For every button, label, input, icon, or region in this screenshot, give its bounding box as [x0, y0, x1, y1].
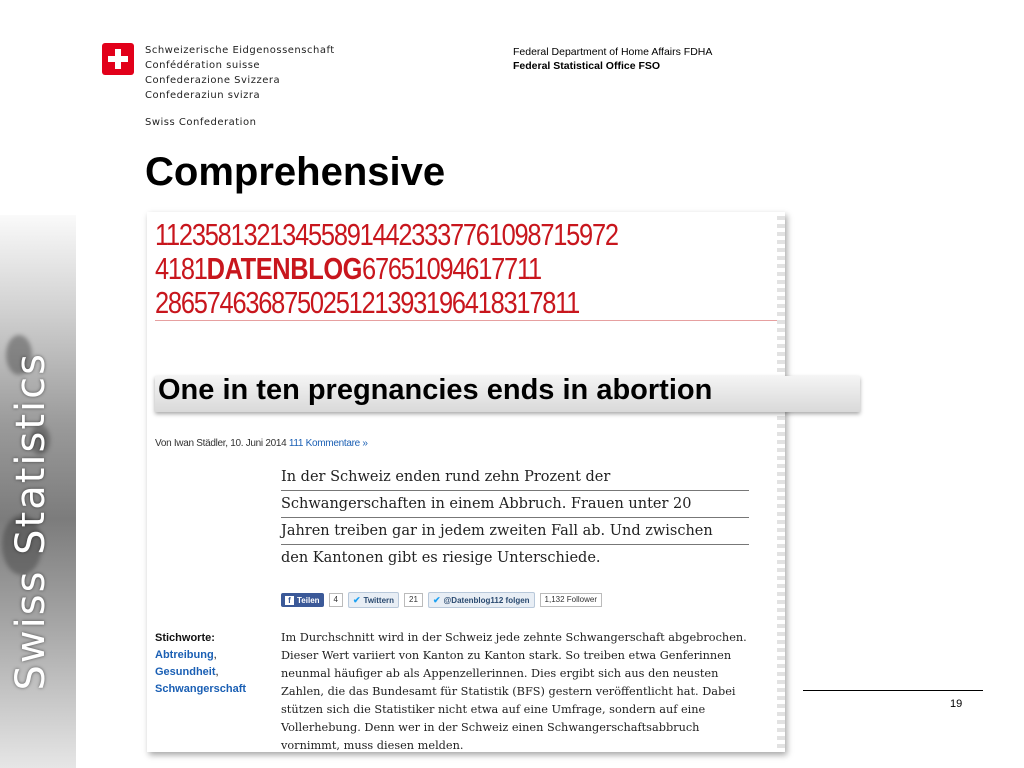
body-line: vornimmt, muss diesen melden. [281, 739, 464, 752]
twitter-follow-label: @Datenblog112 folgen [443, 595, 530, 605]
datenblog-logo: DATENBLOG [206, 251, 363, 286]
vertical-brand: Swiss Statistics [8, 351, 54, 690]
lead-line: Schwangerschaften in einem Abbruch. Frauen unter 20 [281, 491, 749, 518]
social-buttons [281, 592, 602, 608]
tag-link-schwangerschaft[interactable]: Schwangerschaft [155, 683, 247, 695]
tag-link-abtreibung[interactable]: Abtreibung [155, 649, 214, 661]
twitter-follow-button[interactable] [428, 592, 535, 608]
department-name: Federal Department of Home Affairs FDHA [513, 46, 713, 58]
comments-link[interactable]: 111 Kommentare » [288, 438, 368, 449]
banner-suffix: 67651094617711 [362, 251, 541, 286]
slide-title: Comprehensive [145, 150, 446, 194]
facebook-icon: f [285, 596, 294, 605]
page-number: 19 [950, 698, 963, 710]
department-block [513, 45, 712, 73]
headline-text: One in ten pregnancies ends in abortion [158, 374, 713, 406]
twitter-share-button[interactable] [348, 592, 399, 608]
twitter-share-count: 21 [404, 593, 423, 607]
banner-line-1: 1123581321345589144233377610987159​72 [155, 217, 618, 252]
byline-author-date: Von Iwan Städler, 10. Juni 2014 [155, 438, 287, 449]
twitter-bird-icon: ✔ [432, 594, 441, 605]
twitter-bird-icon: ✔ [352, 594, 361, 605]
body-line: Zahlen, die das Bundesamt für Statistik (BFS) gestern veröffentlicht hat. Dabei [281, 685, 736, 698]
lead-line: In der Schweiz enden rund zehn Prozent der [281, 464, 749, 491]
swiss-flag-icon [102, 43, 134, 75]
body-line: Im Durchschnitt wird in der Schweiz jede zehnte Schwangerschaft abgebrochen. [281, 631, 747, 644]
body-line: Vollerhebung. Denn wer in der Schweiz einen Schwangerschaftsabbruch [281, 721, 700, 734]
body-line: neunmal häufiger ab als Appenzellerinnen. Dies ergibt sich aus den neusten [281, 667, 719, 680]
office-name: Federal Statistical Office FSO [513, 60, 661, 72]
facebook-share-count: 4 [329, 593, 343, 607]
swiss-confederation-label: Swiss Confederation [145, 117, 257, 128]
confederation-name-rm: Confederaziun svizra [145, 90, 261, 101]
banner-line-2 [155, 252, 668, 286]
confederation-name-it: Confederazione Svizzera [145, 75, 281, 86]
tag-link-gesundheit[interactable]: Gesundheit [155, 666, 216, 678]
lead-line: den Kantonen gibt es riesige Unterschiede. [281, 550, 601, 566]
left-photo-strip [0, 215, 76, 768]
facebook-share-button[interactable] [281, 593, 324, 607]
byline [155, 438, 368, 449]
body-line: stützen sich die Statistiker nicht etwa auf eine Umfrage, sondern auf eine [281, 703, 706, 716]
body-line: Dieser Wert variiert von Kanton zu Kanton stark. So treiben etwa Genferinnen [281, 649, 732, 662]
article-body [281, 629, 761, 752]
confederation-name-fr: Confédération suisse [145, 60, 261, 71]
tags-heading: Stichworte: [155, 632, 215, 644]
confederation-name-de: Schweizerische Eidgenossenschaft [145, 45, 335, 56]
twitter-share-label: Twittern [363, 595, 395, 605]
confederation-names [145, 43, 335, 103]
banner-line-3: 28657463687502512139319641831781​1 [155, 285, 580, 320]
facebook-share-label: Teilen [297, 595, 320, 605]
lead-line: Jahren treiben gar in jedem zweiten Fall ab. Und zwischen [281, 518, 749, 545]
follower-count: 1,132 Follower [540, 593, 602, 607]
article-clipping [147, 212, 785, 752]
footer-divider [803, 690, 983, 691]
article-lead [281, 464, 749, 571]
banner-divider [155, 320, 777, 321]
datenblog-banner [155, 218, 668, 320]
tag-list: Stichworte: Abtreibung, Gesundheit, Schwangerschaft [155, 632, 247, 695]
banner-prefix: 4181 [155, 251, 207, 286]
